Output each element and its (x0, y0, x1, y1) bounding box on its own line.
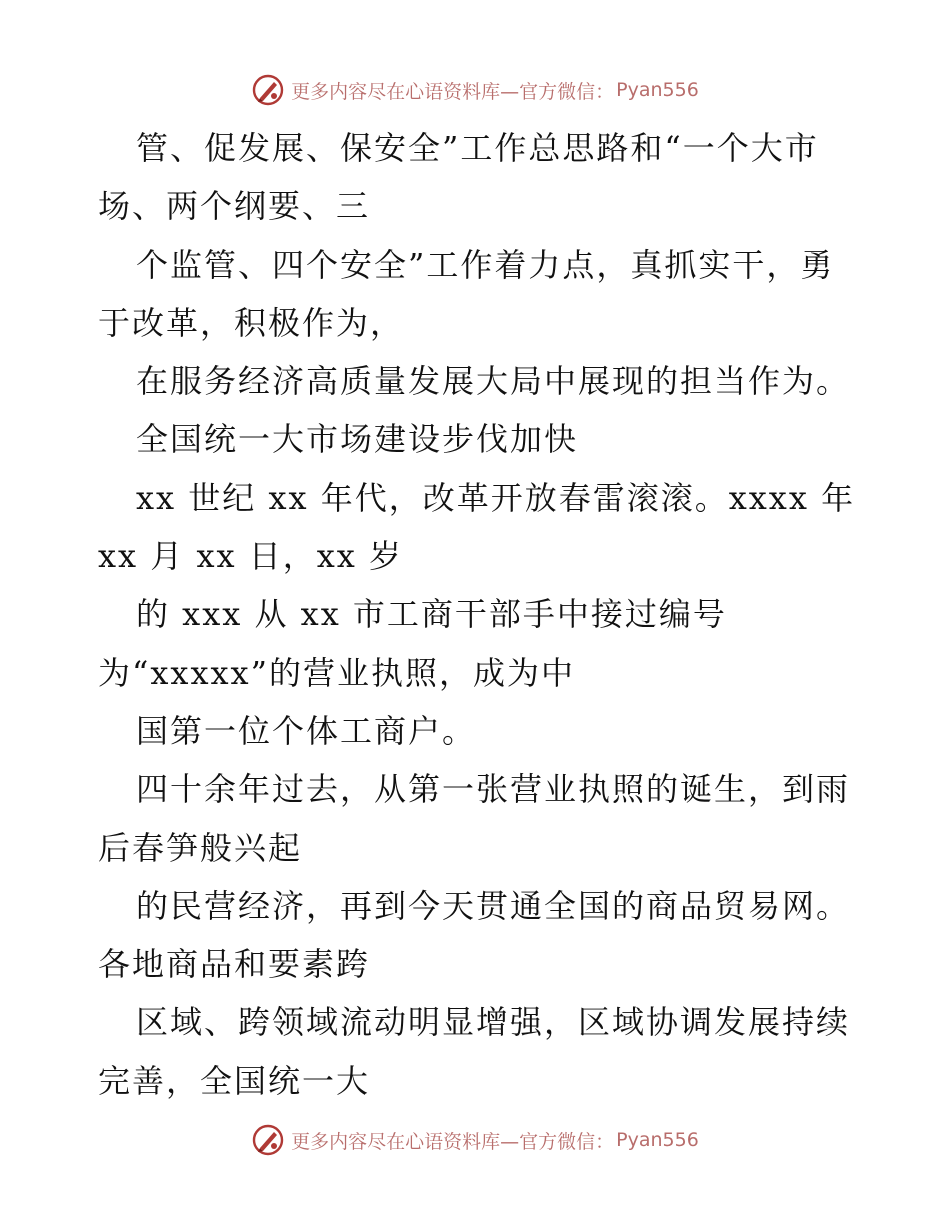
watermark-wechat-id: Pyan556 (616, 79, 699, 101)
text-line: 各地商品和要素跨 (98, 945, 371, 984)
watermark-text: 更多内容尽在心语资料库—官方微信： (291, 1130, 615, 1153)
text-line: 四十余年过去，从第一张营业执照的诞生，到雨 (136, 770, 851, 809)
pen-logo-icon (251, 1123, 285, 1157)
text-line: 在服务经济高质量发展大局中展现的担当作为。 (136, 362, 851, 401)
text-line: 区域、跨领域流动明显增强，区域协调发展持续 (136, 1003, 851, 1042)
text-line: 国第一位个体工商户。 (136, 711, 477, 750)
text-line: 的民营经济，再到今天贯通全国的商品贸易网。 (136, 886, 851, 925)
text-line: 管、促发展、保安全”工作总思路和“一个大市 (136, 129, 819, 167)
pen-logo-icon (251, 73, 285, 107)
watermark-text: 更多内容尽在心语资料库—官方微信： (291, 80, 615, 103)
text-line: 场、两个纲要、三 (98, 187, 371, 226)
text-line: 个监管、四个安全”工作着力点，真抓实干，勇 (136, 245, 835, 284)
text-line: xx 月 xx 日，xx 岁 (98, 537, 403, 576)
section-heading: 全国统一大市场建设步伐加快 (136, 420, 579, 459)
text-line: xx 世纪 xx 年代，改革开放春雷滚滚。xxxx 年 (136, 478, 856, 517)
watermark-wechat-id: Pyan556 (616, 1129, 699, 1151)
text-line: 的 xxx 从 xx 市工商干部手中接过编号 (136, 595, 727, 634)
document-body (98, 119, 858, 1110)
text-line: 为“xxxxx”的营业执照，成为中 (98, 653, 575, 692)
text-line: 于改革，积极作为， (98, 303, 405, 342)
text-line: 后春笋般兴起 (98, 828, 303, 867)
text-line: 完善，全国统一大 (98, 1061, 371, 1100)
footer-watermark (0, 1120, 950, 1160)
header-watermark (0, 70, 950, 110)
